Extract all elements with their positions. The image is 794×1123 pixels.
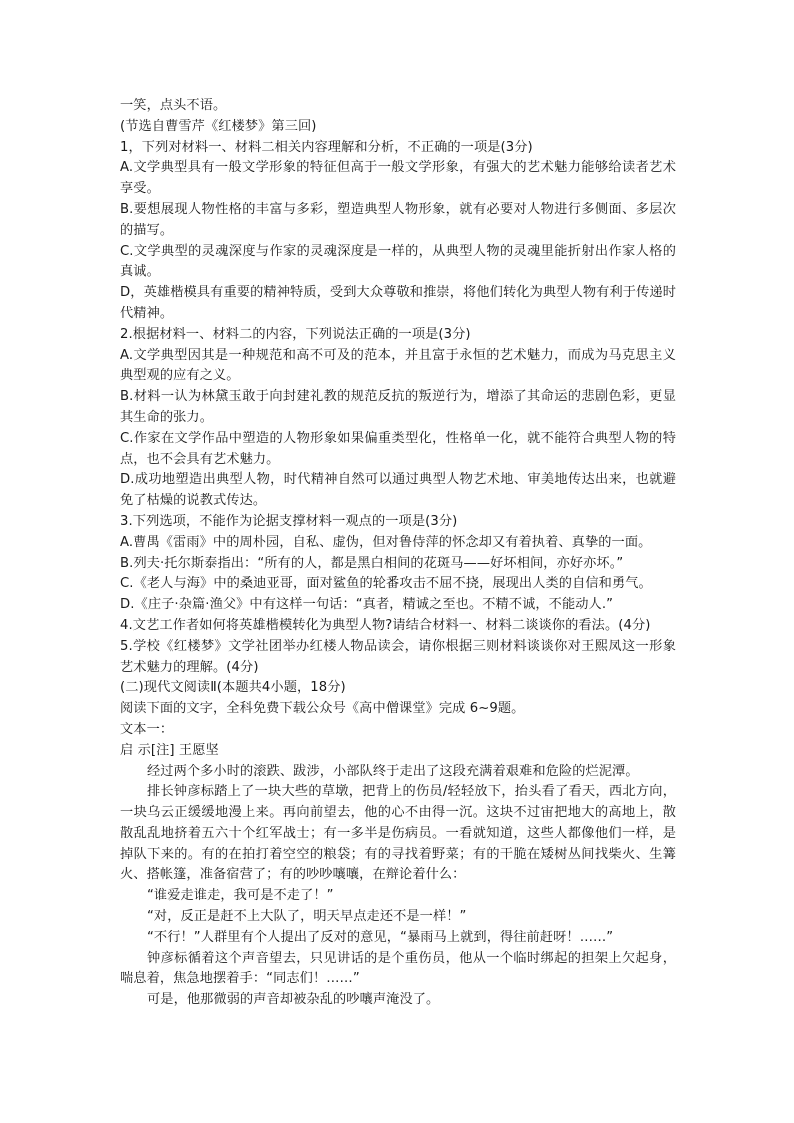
source-citation: (节选自曹雪芹《红楼梦》第三回) [120, 118, 317, 134]
story-paragraph: 排长钟彦标踏上了一块大些的草墩，把背上的伤员/轻轻放下，抬头看了看天，西北方向，一块乌云正缓缓地漫上来。再向前望去，他的心不由得一沉。这块不过宙把地大的高地上，散散乱乱地挤着五六十个红军战士；有一多半是伤病员。一看就知道，这些人都像他们一样，是掉队下来的。有的在拍打着空空的粮袋；有的寻找着野菜；有的干脆在矮树丛间找柴火、生篝火、搭帐篷，准备宿营了；有的吵吵嚷嚷，在辩论着什么： [120, 784, 676, 883]
question-1-stem: 1，下列对材料一、材料二相关内容理解和分析，不正确的一项是(3分) [120, 139, 533, 155]
question-1-option-b: B.要想展现人物性格的丰富与多彩，塑造典型人物形象，就有必要对人物进行多侧面、多层次的描写。 [120, 201, 676, 238]
question-1-option-d: D，英雄楷模具有重要的精神特质，受到大众尊敬和推崇，将他们转化为典型人物有利于传递时代精神。 [120, 285, 676, 321]
question-1-option-a: A.文学典型具有一般文学形象的特征但高于一般文学形象，有强大的艺术魅力能够给读者艺术享受。 [120, 160, 676, 197]
question-2-stem: 2.根据材料一、材料二的内容，下列说法正确的一项是(3分) [120, 326, 471, 342]
text-line: 一笑，点头不语。 [120, 98, 227, 113]
question-2-option-b: B.材料一认为林黛玉敢于向封建礼教的规范反抗的叛逆行为，增添了其命运的悲剧色彩，更显其生命的张力。 [120, 389, 676, 425]
story-title: 启 示[注] 王愿坚 [120, 742, 219, 758]
question-2-option-d: D.成功地塑造出典型人物，时代精神自然可以通过典型人物艺术地、审美地传达出来，也就避免了枯燥的说教式传达。 [120, 472, 676, 509]
question-2-option-c: C.作家在文学作品中塑造的人物形象如果偏重类型化，性格单一化，就不能符合典型人物的特点，也不会具有艺术魅力。 [120, 430, 676, 467]
question-3-option-d: D.《庄子·杂篇·渔父》中有这样一句话：“真者，精诚之至也。不精不诚，不能动人.” [120, 597, 614, 613]
question-3-stem: 3.下列选项，不能作为论据支撑材料一观点的一项是(3分) [120, 513, 458, 529]
question-3-option-c: C.《老人与海》中的桑迪亚哥，面对鲨鱼的轮番攻击不屈不挠，展现出人类的自信和勇气。 [120, 576, 652, 592]
story-paragraph: 可是，他那微弱的声音却被杂乱的吵嚷声淹没了。 [147, 992, 440, 1008]
story-dialogue: “谁爱走谁走，我可是不走了！” [147, 888, 334, 904]
story-dialogue: “不行！”人群里有个人提出了反对的意见，“暴雨马上就到，得往前赶呀！……” [147, 929, 614, 945]
story-paragraph: 钟彦标循着这个声音望去，只见讲话的是个重伤员，他从一个临时绑起的担架上欠起身，喘息着，焦急地摆着手：“同志们！……” [120, 950, 676, 987]
story-dialogue: “对，反正是赶不上大队了，明天早点走还不是一样！” [147, 909, 467, 925]
question-3-option-a: A.曹禺《雷雨》中的周朴园，自私、虚伪，但对鲁侍萍的怀念却又有着执着、真挚的一面。 [120, 534, 652, 550]
question-4: 4.文艺工作者如何将英雄楷模转化为典型人物?请结合材料一、材料二谈谈你的看法。(4分) [120, 617, 651, 633]
question-1-option-c: C.文学典型的灵魂深度与作家的灵魂深度是一样的，从典型人物的灵魂里能折射出作家人格的真诚。 [120, 243, 676, 280]
text-label: 文本一： [120, 721, 174, 737]
document-body [120, 96, 676, 1011]
section-intro: 阅读下面的文字，全科免费下载公众号《高中僧课堂》完成 6~9题。 [120, 701, 525, 717]
section-title: (二)现代文阅读Ⅱ(本题共4小题，18分) [120, 680, 346, 696]
story-paragraph: 经过两个多小时的滚跌、跋涉，小部队终于走出了这段充满着艰难和危险的烂泥潭。 [147, 763, 639, 779]
question-2-option-a: A.文学典型因其是一种规范和高不可及的范本，并且富于永恒的艺术魅力，而成为马克思主义典型观的应有之义。 [120, 347, 676, 384]
question-3-option-b: B.列夫·托尔斯泰指出：“所有的人，都是黑白相间的花斑马——好坏相间，亦好亦坏。” [120, 555, 624, 571]
question-5: 5.学校《红楼梦》文学社团举办红楼人物品读会，请你根据三则材料谈谈你对王熙凤这一形象艺术魅力的理解。(4分) [120, 638, 676, 675]
